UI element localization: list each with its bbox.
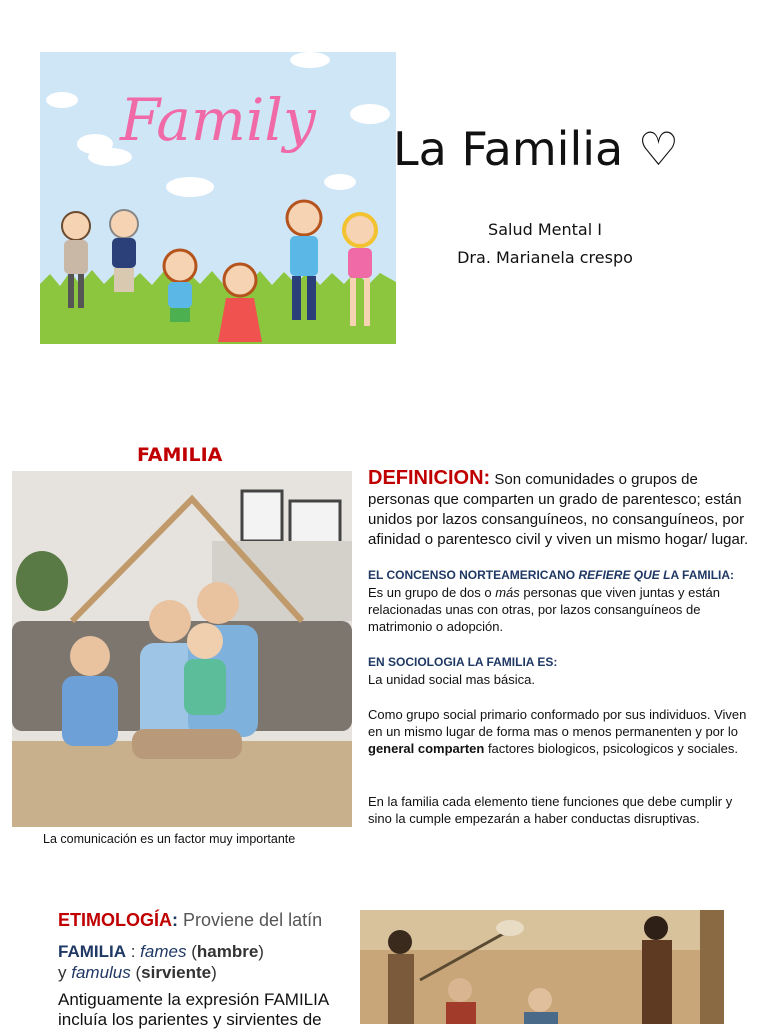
subtitle: Salud Mental I xyxy=(488,220,602,239)
antiguamente-text: Antiguamente la expresión FAMILIA incluía los parientes y sirvientes de xyxy=(58,990,330,1029)
familia-heading: FAMILIA xyxy=(137,444,223,466)
family-cartoon-svg xyxy=(40,52,396,344)
page-title: La Familia ♡ xyxy=(393,122,680,176)
grupo-social-text: Como grupo social primario conformado por sus individuos. Viven en un mismo lugar de forma mas o menos permanenten y por lo general comparten factores biologicos, psicologicos y sociales. xyxy=(368,707,747,756)
etimologia-label: ETIMOLOGÍA xyxy=(58,910,172,930)
historical-painting xyxy=(360,910,724,1024)
family-photo xyxy=(12,471,352,827)
photo-caption: La comunicación es un factor muy importante xyxy=(43,832,296,846)
historical-painting-svg xyxy=(360,910,724,1024)
family-cartoon-image xyxy=(40,52,396,344)
definition-text: Son comunidades o grupos de personas que comparten un grado de parentesco; están unidos por lazos consanguíneos, no consanguíneos, por afinidad o parentesco civil y viven un mismo hogar/ lugar. xyxy=(368,471,749,548)
sociologia-block xyxy=(368,654,746,688)
author: Dra. Marianela crespo xyxy=(457,248,633,267)
definition-block xyxy=(368,468,752,550)
family-photo-svg xyxy=(12,471,352,827)
etimologia-words: FAMILIA : fames (hambre) y famulus (sirviente) xyxy=(58,942,264,982)
family-word: Family xyxy=(120,86,316,154)
definition-label: DEFINICION: xyxy=(368,467,491,489)
concenso-text: Es un grupo de dos o más personas que viven juntas y están relacionadas unas con otras, por lazos consanguíneos de matrimonio o adopción. xyxy=(368,585,720,634)
sociologia-heading: EN SOCIOLOGIA LA FAMILIA ES: xyxy=(368,655,558,669)
sociologia-text: La unidad social mas básica. xyxy=(368,672,535,687)
etimologia-line: ETIMOLOGÍA: Proviene del latín xyxy=(58,910,323,930)
concenso-heading: EL CONCENSO NORTEAMERICANO REFIERE QUE LA FAMILIA: xyxy=(368,568,735,582)
funciones-text: En la familia cada elemento tiene funciones que debe cumplir y sino la cumple empezarán a haber conductas disruptivas. xyxy=(368,794,733,826)
concenso-block xyxy=(368,567,746,635)
